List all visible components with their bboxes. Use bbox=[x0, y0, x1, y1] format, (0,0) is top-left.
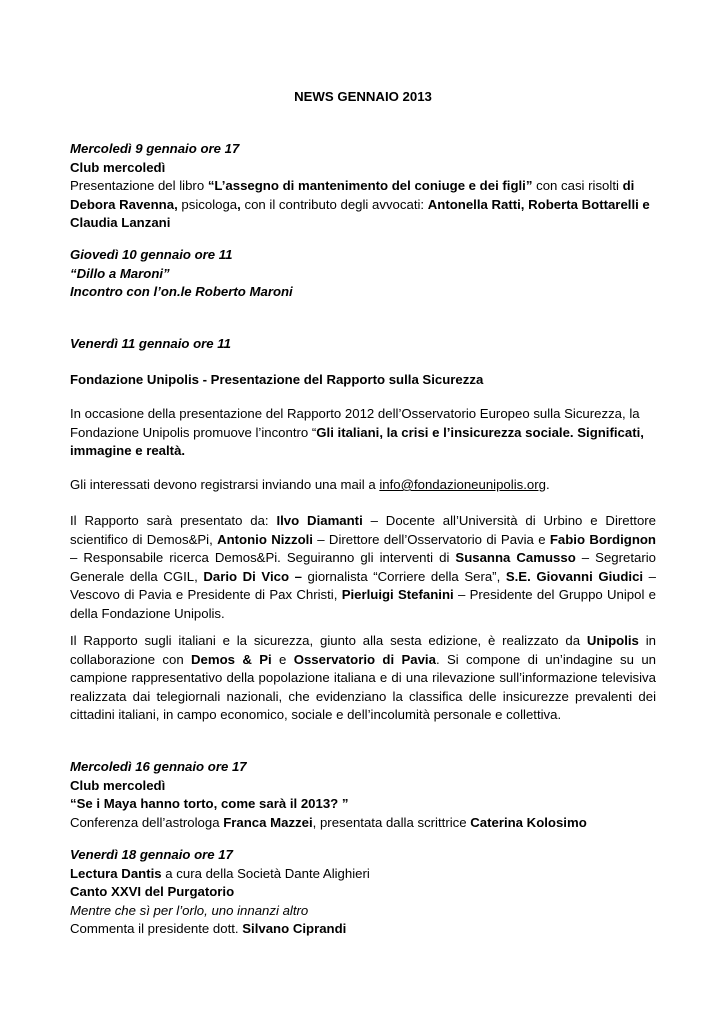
event-date: Mercoledì 16 gennaio ore 17 bbox=[70, 759, 247, 774]
event-date: Giovedì 10 gennaio ore 11 bbox=[70, 247, 233, 262]
text: Commenta il presidente dott. bbox=[70, 921, 243, 936]
text: giornalista “Corriere della Sera”, bbox=[301, 568, 506, 584]
event-date: Venerdì 11 gennaio ore 11 bbox=[70, 336, 231, 351]
speaker-name: Dario Di Vico – bbox=[203, 568, 302, 584]
email-link[interactable]: info@fondazioneunipolis.org bbox=[379, 477, 546, 492]
org-name: Unipolis bbox=[586, 633, 639, 648]
event-description-line bbox=[70, 865, 656, 884]
verse-quote: Mentre che sì per l’orlo, uno innanzi altro bbox=[70, 902, 309, 918]
event-description-line bbox=[70, 814, 656, 833]
speaker-name: S.E. Giovanni Giudici bbox=[505, 568, 644, 584]
speaker-name: Pierluigi Stefanini bbox=[341, 587, 454, 602]
event-description-line bbox=[70, 196, 656, 215]
event-11-gennaio bbox=[70, 335, 656, 354]
event-date: Mercoledì 9 gennaio ore 17 bbox=[70, 141, 240, 156]
paragraph-line: In occasione della presentazione del Rapporto 2012 dell’Osservatorio Europeo sulla Sicurezza, la bbox=[70, 406, 640, 421]
event-date: Venerdì 18 gennaio ore 17 bbox=[70, 847, 233, 862]
event-heading: Fondazione Unipolis - Presentazione del Rapporto sulla Sicurezza bbox=[70, 372, 484, 387]
event-title: “Dillo a Maroni” bbox=[70, 265, 170, 281]
event-description-line bbox=[70, 920, 656, 939]
text: Fondazione Unipolis promuove l’incontro “ bbox=[70, 424, 317, 440]
text: , bbox=[237, 196, 241, 212]
speaker-name: Franca Mazzei bbox=[223, 814, 313, 830]
text: Gli interessati devono registrarsi inviando una mail a bbox=[70, 477, 380, 492]
paragraph-occasione bbox=[70, 405, 656, 461]
paragraph-registration bbox=[70, 476, 656, 495]
speaker-name: Debora Ravenna, bbox=[70, 196, 178, 212]
event-theme: Gli italiani, la crisi e l’insicurezza sociale. Significati, bbox=[316, 424, 644, 440]
event-10-gennaio bbox=[70, 246, 656, 302]
speaker-name: Ilvo Diamanti bbox=[276, 513, 363, 528]
text: – Presidente del Gruppo Unipol e della Fondazione Unipolis. bbox=[70, 587, 657, 621]
text: Il Rapporto sugli italiani e la sicurezza, giunto alla sesta edizione, è realizzato da bbox=[70, 633, 587, 648]
event-theme: immagine e realtà. bbox=[70, 443, 186, 458]
paragraph-rapporto bbox=[70, 632, 656, 725]
text: Il Rapporto sarà presentato da: bbox=[70, 513, 277, 528]
event-club: Club mercoledì bbox=[70, 777, 166, 793]
book-title: “L’assegno di mantenimento del coniuge e dei figli” bbox=[207, 178, 533, 193]
text: a cura della Società Dante Alighieri bbox=[161, 865, 370, 881]
text: psicologa bbox=[177, 196, 238, 212]
text: , presentata dalla scrittrice bbox=[312, 814, 471, 830]
text: di bbox=[622, 178, 635, 193]
text: – Direttore dell’Osservatorio di Pavia e bbox=[312, 531, 550, 547]
event-club: Club mercoledì bbox=[70, 159, 166, 175]
text: – Responsabile ricerca Demos&Pi. Seguiranno gli interventi di bbox=[70, 550, 456, 565]
text: con casi risolti bbox=[532, 178, 623, 193]
text: e bbox=[271, 651, 294, 667]
event-subtitle: Incontro con l’on.le Roberto Maroni bbox=[70, 284, 293, 299]
event-title: “Se i Maya hanno torto, come sarà il 2013? ” bbox=[70, 796, 349, 811]
org-name: Osservatorio di Pavia bbox=[293, 651, 436, 667]
text: – Segretario Generale della CGIL, bbox=[70, 550, 656, 584]
event-title: Lectura Dantis bbox=[70, 865, 162, 881]
speaker-name: Claudia Lanzani bbox=[70, 215, 171, 230]
speaker-names: Antonella Ratti, Roberta Bottarelli e bbox=[427, 196, 650, 212]
speaker-name: Caterina Kolosimo bbox=[470, 814, 587, 830]
text: – Docente all’Università di Urbino e Direttore scientifico di Demos&Pi, bbox=[70, 513, 657, 547]
event-description-line bbox=[70, 177, 656, 196]
paragraph-speakers bbox=[70, 512, 656, 623]
paragraph-line bbox=[70, 476, 656, 495]
event-subtitle: Canto XXVI del Purgatorio bbox=[70, 884, 235, 899]
speaker-name: Silvano Ciprandi bbox=[242, 921, 347, 936]
text: . Si compone di un’indagine su un campione rappresentativo della popolazione italiana e di una rilevazione sull’informazione televisiva realizzata dai telegiornali nazionali, che evidenziano la classifica delle insicurezze prevalenti dei cittadini italiani, in campo economico, sociale e dell’incolumità personale e collettiva. bbox=[70, 651, 656, 722]
page-title: NEWS GENNAIO 2013 bbox=[294, 89, 432, 104]
text: in collaborazione con bbox=[70, 633, 656, 667]
event-9-gennaio bbox=[70, 140, 656, 233]
text: – Vescovo di Pavia e Presidente di Pax Christi, bbox=[70, 568, 656, 602]
org-name: Demos & Pi bbox=[191, 651, 272, 667]
text: Conferenza dell’astrologa bbox=[70, 814, 224, 830]
speaker-name: Fabio Bordignon bbox=[549, 531, 656, 547]
speaker-name: Susanna Camusso bbox=[455, 550, 576, 565]
event-16-gennaio bbox=[70, 758, 656, 832]
text: . bbox=[545, 477, 550, 492]
text: con il contributo degli avvocati: bbox=[240, 196, 428, 212]
paragraph-line bbox=[70, 424, 656, 443]
speaker-name: Antonio Nizzoli bbox=[217, 531, 313, 547]
event-18-gennaio bbox=[70, 846, 656, 939]
text: Presentazione del libro bbox=[70, 178, 208, 193]
event-heading-block bbox=[70, 371, 656, 390]
